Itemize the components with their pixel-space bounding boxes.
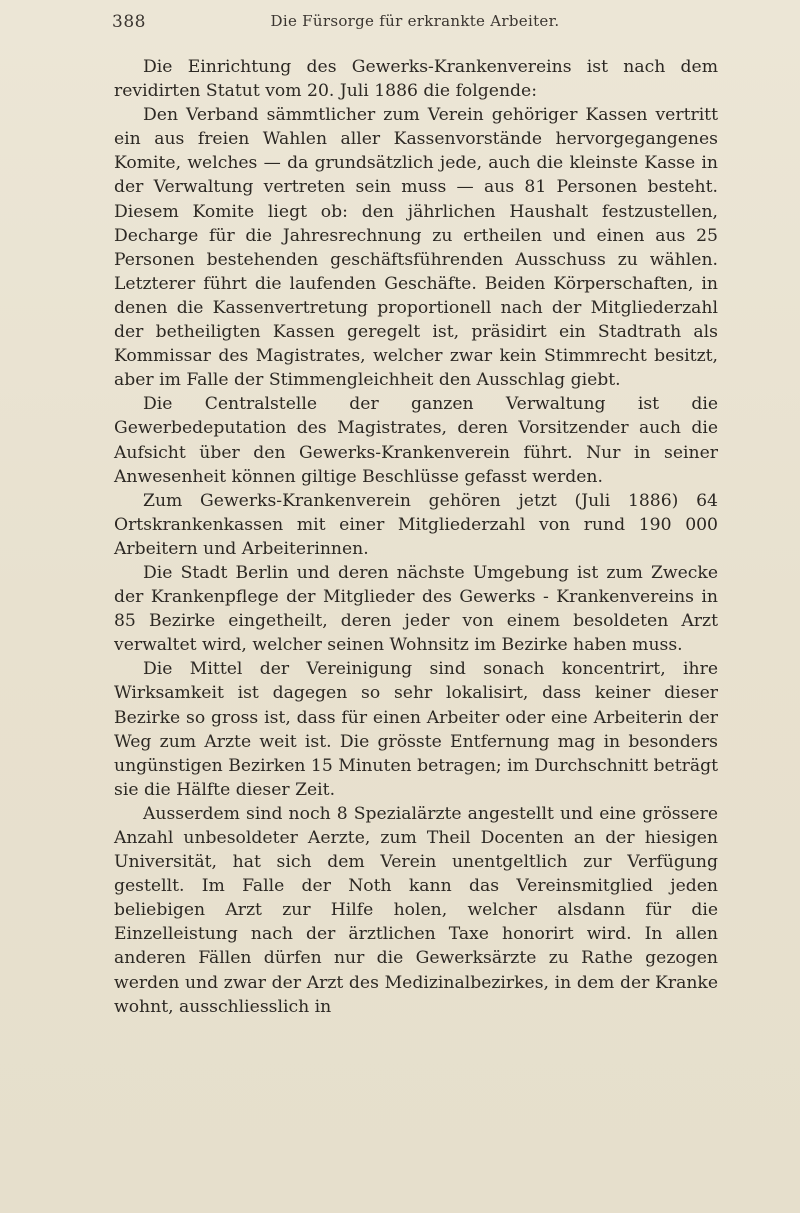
page-number: 388	[112, 12, 146, 32]
running-head	[112, 12, 718, 38]
paragraph: Ausserdem sind noch 8 Spezialärzte angestellt und eine grössere Anzahl unbesoldeter Aerzte, zum Theil Docenten an der hiesigen Universität, hat sich dem Verein unentgeltlich zur Verfügung gestellt. Im Falle der Noth kann das Vereinsmitglied jeden beliebigen Arzt zur Hilfe holen, welcher alsdann für die Einzelleistung nach der ärztlichen Taxe honorirt wird. In allen anderen Fällen dürfen nur die Gewerksärzte zu Rathe gezogen werden und zwar der Arzt des Medizinalbezirkes, in dem der Kranke wohnt, ausschliesslich in	[114, 803, 718, 1017]
paragraph: Die Einrichtung des Gewerks-Krankenvereins ist nach dem revidirten Statut vom 20. Juli 1886 die folgende:	[114, 57, 718, 102]
body-text	[114, 55, 718, 1019]
running-title: Die Fürsorge für erkrankte Arbeiter.	[270, 12, 560, 30]
paragraph: Die Centralstelle der ganzen Verwaltung ist die Gewerbedeputation des Magistrates, deren Vorsitzender auch die Aufsicht über den Gewerks-Krankenverein führt. Nur in seiner Anwesenheit können giltige Beschlüsse gefasst werden.	[114, 394, 718, 487]
paragraph: Zum Gewerks-Krankenverein gehören jetzt (Juli 1886) 64 Ortskrankenkassen mit einer Mitgliederzahl von rund 190 000 Arbeitern und Arbeiterinnen.	[114, 490, 718, 559]
paragraph: Die Mittel der Vereinigung sind sonach koncentrirt, ihre Wirksamkeit ist dagegen so sehr lokalisirt, dass keiner dieser Bezirke so gross ist, dass für einen Arbeiter oder eine Arbeiterin der Weg zum Arzte weit ist. Die grösste Entfernung mag in besonders ungünstigen Bezirken 15 Minuten betragen; im Durchschnitt beträgt sie die Hälfte dieser Zeit.	[114, 659, 718, 800]
paragraph: Den Verband sämmtlicher zum Verein gehöriger Kassen vertritt ein aus freien Wahlen aller Kassenvorstände hervorgegangenes Komite, welches — da grundsätzlich jede, auch die kleinste Kasse in der Verwaltung vertreten sein muss — aus 81 Personen besteht. Diesem Komite liegt ob: den jährlichen Haushalt festzustellen, Decharge für die Jahresrechnung zu ertheilen und einen aus 25 Personen bestehenden geschäftsführenden Ausschuss zu wählen. Letzterer führt die laufenden Geschäfte. Beiden Körperschaften, in denen die Kassenvertretung proportionell nach der Mitgliederzahl der betheiligten Kassen geregelt ist, präsidirt ein Stadtrath als Kommissar des Magistrates, welcher zwar kein Stimmrecht besitzt, aber im Falle der Stimmengleichheit den Ausschlag giebt.	[114, 105, 718, 391]
paragraph: Die Stadt Berlin und deren nächste Umgebung ist zum Zwecke der Krankenpflege der Mitglieder des Gewerks - Krankenvereins in 85 Bezirke eingetheilt, deren jeder von einem besoldeten Arzt verwaltet wird, welcher seinen Wohnsitz im Bezirke haben muss.	[114, 562, 718, 656]
